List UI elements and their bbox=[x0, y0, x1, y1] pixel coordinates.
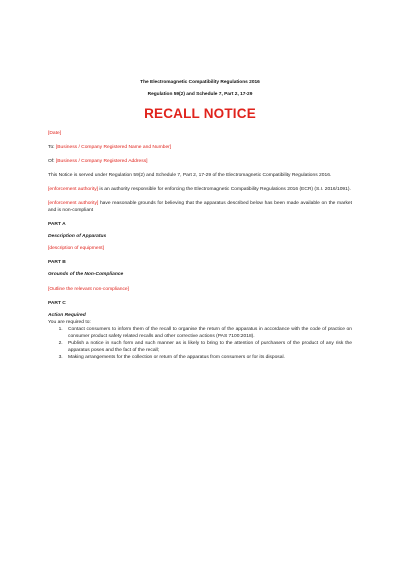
to-label: To: bbox=[48, 145, 55, 150]
date-placeholder: [Date] bbox=[48, 131, 62, 136]
to-value: [Business / Company Registered Name and Number] bbox=[55, 145, 172, 150]
regulation-title: The Electromagnetic Compatibility Regulations 2016 bbox=[140, 80, 260, 85]
part-b-subheading: Grounds of the Non-Compliance bbox=[48, 272, 124, 277]
part-b-heading: PART B bbox=[48, 260, 66, 265]
authority-paragraph bbox=[48, 186, 352, 193]
grounds-paragraph bbox=[48, 200, 352, 214]
action-item-3: 3. Making arrangements for the collection or return of the apparatus from consumers or for its disposal. bbox=[64, 354, 352, 361]
action-list bbox=[48, 326, 352, 361]
part-c-intro: You are required to: bbox=[48, 320, 91, 325]
action-item-2: 2. Publish a notice in such form and such manner as is likely to bring to the attention of purchasers of the product of any risk the apparatus poses and the fact of the recall; bbox=[64, 340, 352, 354]
action-item-1: 1. Contact consumers to inform them of the recall to organise the return of the apparatus in accordance with the code of practice on consumer product safety related recalls and other corrective actions (PAS 7100:2018). bbox=[64, 326, 352, 340]
of-label: Of: bbox=[48, 159, 55, 164]
part-c-heading: PART C bbox=[48, 301, 66, 306]
regulation-reference: Regulation 59(2) and Schedule 7, Part 2, 17-29 bbox=[147, 92, 253, 97]
part-a-placeholder: [description of equipment] bbox=[48, 246, 105, 251]
authority-placeholder: [enforcement authority] bbox=[48, 187, 99, 192]
part-b-placeholder: [Outline the relevant non-compliance] bbox=[48, 287, 130, 292]
of-value: [Business / Company Registered Address] bbox=[55, 159, 148, 164]
recall-notice-title: RECALL NOTICE bbox=[144, 106, 256, 121]
part-a-heading: PART A bbox=[48, 222, 66, 227]
part-a-subheading: Description of Apparatus bbox=[48, 234, 107, 239]
grounds-text: have reasonable grounds for believing that the apparatus described below has been made available on the market and is non-compliant bbox=[48, 201, 352, 213]
of-line bbox=[48, 158, 352, 165]
authority-text: is an authority responsible for enforcing the Electromagnetic Compatibility Regulations 2016 (ECR) (S.I. 2016/1091). bbox=[98, 187, 351, 192]
intro-paragraph: This Notice is served under Regulation 59(2) and Schedule 7, Part 2, 17-29 of the Electromagnetic Compatibility Regulations 2016. bbox=[48, 173, 332, 178]
to-line bbox=[48, 144, 352, 151]
part-c-subheading: Action Required bbox=[48, 313, 86, 318]
grounds-placeholder: [enforcement authority] bbox=[48, 201, 99, 206]
